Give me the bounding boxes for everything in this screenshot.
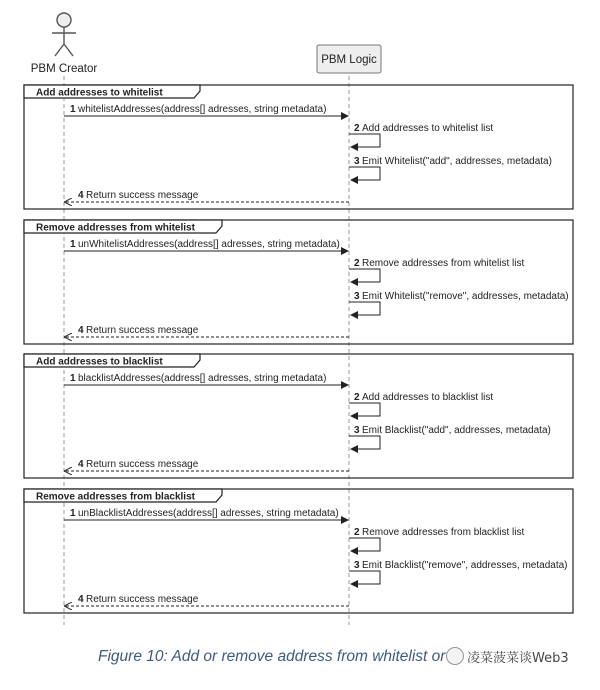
self-call-arrow xyxy=(349,403,380,416)
message-number: 2 xyxy=(354,123,360,134)
self-call-arrow xyxy=(349,134,380,147)
watermark-text: 凌菜菠菜谈Web3 xyxy=(467,651,569,666)
message-label: unWhitelistAddresses(address[] adresses, string metadata) xyxy=(78,239,340,250)
wechat-icon xyxy=(446,647,464,665)
message-number: 3 xyxy=(354,425,360,436)
message-label: Emit Whitelist("add", addresses, metadata) xyxy=(362,156,552,167)
message-label: unBlacklistAddresses(address[] adresses, string metadata) xyxy=(78,508,339,519)
message-label: Emit Blacklist("remove", addresses, metadata) xyxy=(362,560,568,571)
figure-caption: Figure 10: Add or remove address from whitelist or xyxy=(98,648,446,665)
groups-layer xyxy=(24,85,573,613)
message-number: 2 xyxy=(354,392,360,403)
message-number: 3 xyxy=(354,560,360,571)
message-label: Emit Blacklist("add", addresses, metadata) xyxy=(362,425,551,436)
group-fragment xyxy=(24,489,573,613)
creator-label: PBM Creator xyxy=(30,63,98,75)
message-number: 2 xyxy=(354,527,360,538)
message-label: Add addresses to blacklist list xyxy=(362,392,494,403)
group-title: Remove addresses from whitelist xyxy=(36,222,195,234)
message-number: 3 xyxy=(354,156,360,167)
message-number: 2 xyxy=(354,258,360,269)
message-number: 1 xyxy=(70,508,76,519)
message-label: Return success message xyxy=(86,190,199,201)
self-call-arrow xyxy=(349,302,380,315)
logic-label: PBM Logic xyxy=(321,54,377,66)
group-fragment xyxy=(24,354,573,478)
message-label: Return success message xyxy=(86,459,199,470)
message-number: 4 xyxy=(78,190,84,201)
message-number: 4 xyxy=(78,459,84,470)
message-number: 4 xyxy=(78,325,84,336)
actor-icon xyxy=(52,13,76,56)
message-number: 4 xyxy=(78,594,84,605)
message-label: whitelistAddresses(address[] adresses, string metadata) xyxy=(78,104,327,115)
watermark xyxy=(446,647,569,666)
self-call-arrow xyxy=(349,538,380,551)
group-title: Add addresses to blacklist xyxy=(36,356,163,368)
message-label: Return success message xyxy=(86,325,199,336)
message-number: 3 xyxy=(354,291,360,302)
group-title: Add addresses to whitelist xyxy=(36,87,163,99)
group-title: Remove addresses from blacklist xyxy=(36,491,195,503)
self-call-arrow xyxy=(349,167,380,180)
group-fragment xyxy=(24,85,573,209)
message-label: blacklistAddresses(address[] adresses, string metadata) xyxy=(78,373,327,384)
message-label: Remove addresses from whitelist list xyxy=(362,258,525,269)
group-fragment xyxy=(24,220,573,344)
message-number: 1 xyxy=(70,104,76,115)
message-number: 1 xyxy=(70,239,76,250)
message-label: Add addresses to whitelist list xyxy=(362,123,494,134)
self-call-arrow xyxy=(349,269,380,282)
message-label: Return success message xyxy=(86,594,199,605)
self-call-arrow xyxy=(349,436,380,449)
message-label: Emit Whitelist("remove", addresses, metadata) xyxy=(362,291,569,302)
message-label: Remove addresses from blacklist list xyxy=(362,527,525,538)
message-number: 1 xyxy=(70,373,76,384)
self-call-arrow xyxy=(349,571,380,584)
